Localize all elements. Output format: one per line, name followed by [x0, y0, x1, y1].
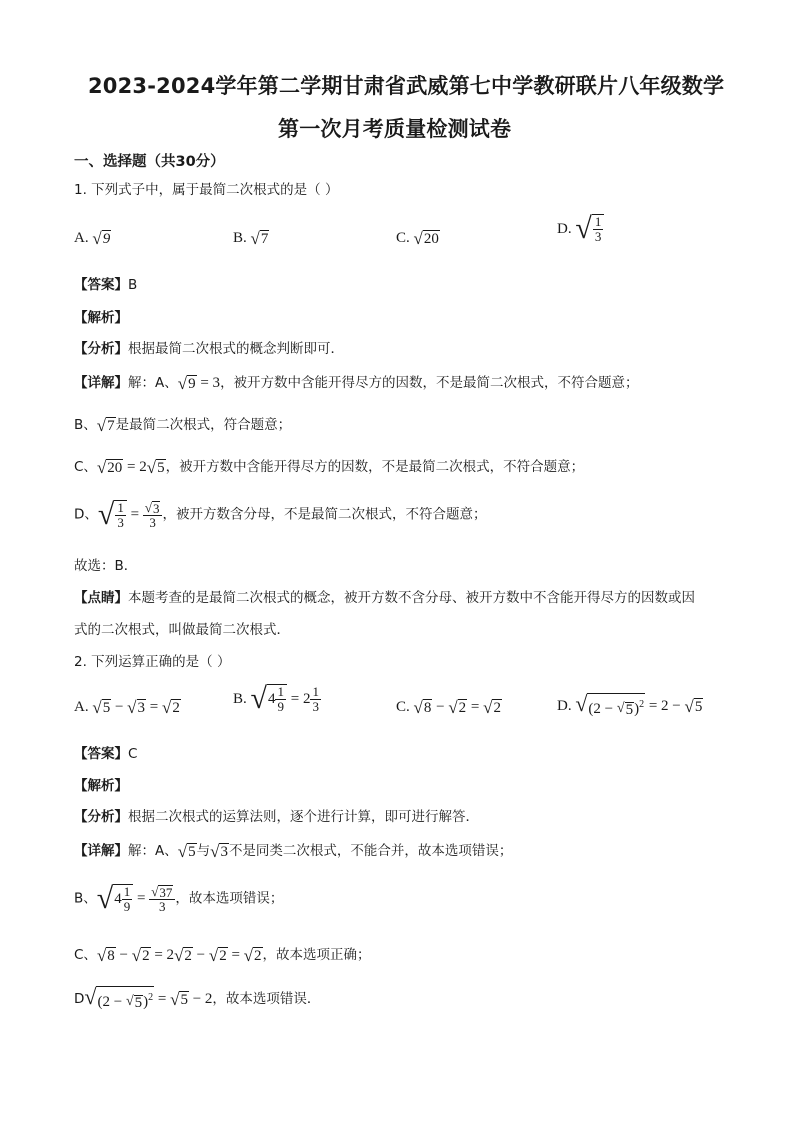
section-heading: 一、选择题（共30分）: [74, 154, 225, 170]
option-label: D.: [557, 221, 572, 237]
page-title-line1: 2023-2024学年第二学期甘肃省武威第七中学教研联片八年级数学: [88, 74, 725, 98]
q1-fenxi: 【分析】根据最简二次根式的概念判断即可．: [74, 341, 344, 357]
sqrt-expression: √ 9: [92, 228, 111, 248]
q1-detail-d: D、 √ $\frac{1}{3}$ = √ 3 3 ，被开方数含分母，不是最简二次根式，不符合题意；: [74, 498, 487, 531]
q2-option-a: A. √ 5 − √ 3 = √ 2: [74, 697, 180, 717]
q1-option-c: [396, 228, 440, 248]
q1-option-b: [233, 228, 269, 248]
q2-detail-d: D √ (2 − √ 5 )$^2$ = √ 5 − 2，故本选项错误．: [74, 984, 321, 1012]
q1-option-d: [557, 214, 604, 244]
q1-stem: 1. 下列式子中，属于最简二次根式的是（ ）: [74, 182, 339, 198]
q1-choose: 故选：B．: [74, 558, 138, 574]
sqrt-fraction: √ $\frac{1}{3}$: [575, 214, 604, 244]
q1-detail-b: B、 √ 7 是最简二次根式，符合题意；: [74, 415, 292, 435]
q1-dianjing-line2: 式的二次根式，叫做最简二次根式．: [74, 622, 290, 638]
q2-answer: 【答案】C: [74, 746, 138, 762]
q1-option-a: [74, 228, 111, 248]
option-label: B.: [233, 230, 247, 246]
q2-stem: 2. 下列运算正确的是（ ）: [74, 654, 231, 670]
q1-detail-c: C、 √ 20 = 2 √ 5 ，被开方数中含能开得尽方的因数，不是最简二次根式，不符合题意；: [74, 457, 585, 477]
q1-dianjing-line1: 【点睛】本题考查的是最简二次根式的概念，被开方数不含分母、被开方数中不含能开得尽方的因数或因: [74, 590, 695, 606]
option-label: C.: [396, 230, 410, 246]
option-label: A.: [74, 230, 89, 246]
sqrt-expression: √ 7: [250, 228, 269, 248]
q2-detail-c: C、 √ 8 − √ 2 = 2 √ 2 − √ 2 = √ 2 ，故本选项正确；: [74, 945, 371, 965]
q2-option-c: C. √ 8 − √ 2 = √ 2: [396, 697, 501, 717]
q2-detail-a: 【详解】解：A、 √ 5 与 √ 3 不是同类二次根式，不能合并，故本选项错误；: [74, 841, 513, 861]
q1-analysis-tag: 【解析】: [74, 310, 128, 326]
q1-answer: 【答案】B: [74, 277, 138, 293]
q2-fenxi: 【分析】根据二次根式的运算法则，逐个进行计算，即可进行解答．: [74, 809, 479, 825]
q2-detail-b: B、 √ 4 $\frac{1}{9}$ = √ 37 3 ，故本选项错误；: [74, 882, 284, 915]
q2-option-d: D. √ (2 − √ 5 )$^2$ = 2 − √ 5: [557, 691, 703, 719]
q2-option-b: B. √ 4 $\frac{1}{9}$ = 2 $\frac{1}{3}$: [233, 682, 319, 715]
sqrt-expression: √ 20: [413, 228, 439, 248]
page-title-line2: 第一次月考质量检测试卷: [278, 117, 512, 141]
q1-detail-a: 【详解】解：A、 √ 9 = 3，被开方数中含能开得尽方的因数，不是最简二次根式，不符合题意；: [74, 373, 639, 393]
q2-analysis-tag: 【解析】: [74, 778, 128, 794]
